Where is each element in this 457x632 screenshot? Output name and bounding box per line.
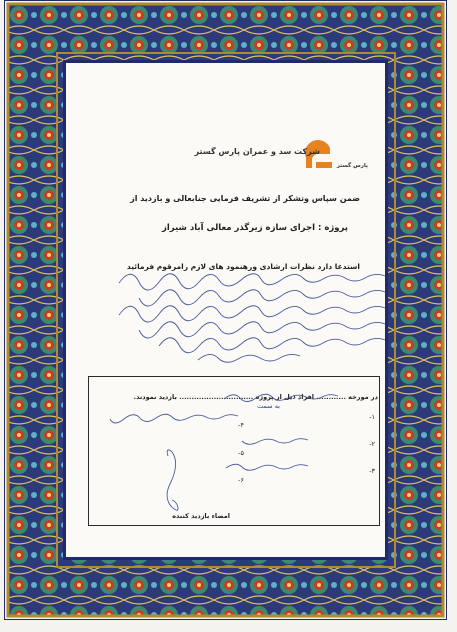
logo-wordmark: پارس گستر xyxy=(336,163,368,169)
visitor-1: ۱- xyxy=(369,413,375,421)
visitors-label: به سمت xyxy=(257,402,280,410)
project-title: پروژه : اجرای سازه زیرگذر معالی آباد شیراز xyxy=(161,223,348,233)
visitor-3: ۳- xyxy=(369,467,375,475)
company-name: شرکت سد و عمران پارس گستر xyxy=(194,147,320,156)
visitor-6: ۶- xyxy=(238,476,244,484)
visitor-4: ۴- xyxy=(238,421,244,429)
visitor-2: ۲- xyxy=(369,440,375,448)
handwritten-names-and-signature xyxy=(88,376,380,526)
thanks-line: ضمن سپاس وتشکر از تشریف فرمایی جنابعالی و بازدید از xyxy=(130,194,360,203)
signature-label: امضاء بازدید کننده xyxy=(172,512,230,520)
visitor-5: ۵- xyxy=(238,449,244,457)
visit-line: در مورخه ............ افراد ذیل از پروژه .............................. بازدید نمودند. xyxy=(133,393,378,401)
request-line: استدعا دارد نظرات ارشادی ورهنمود های لازم رامرقوم فرمائید xyxy=(126,262,360,271)
handwritten-comments xyxy=(100,268,390,368)
